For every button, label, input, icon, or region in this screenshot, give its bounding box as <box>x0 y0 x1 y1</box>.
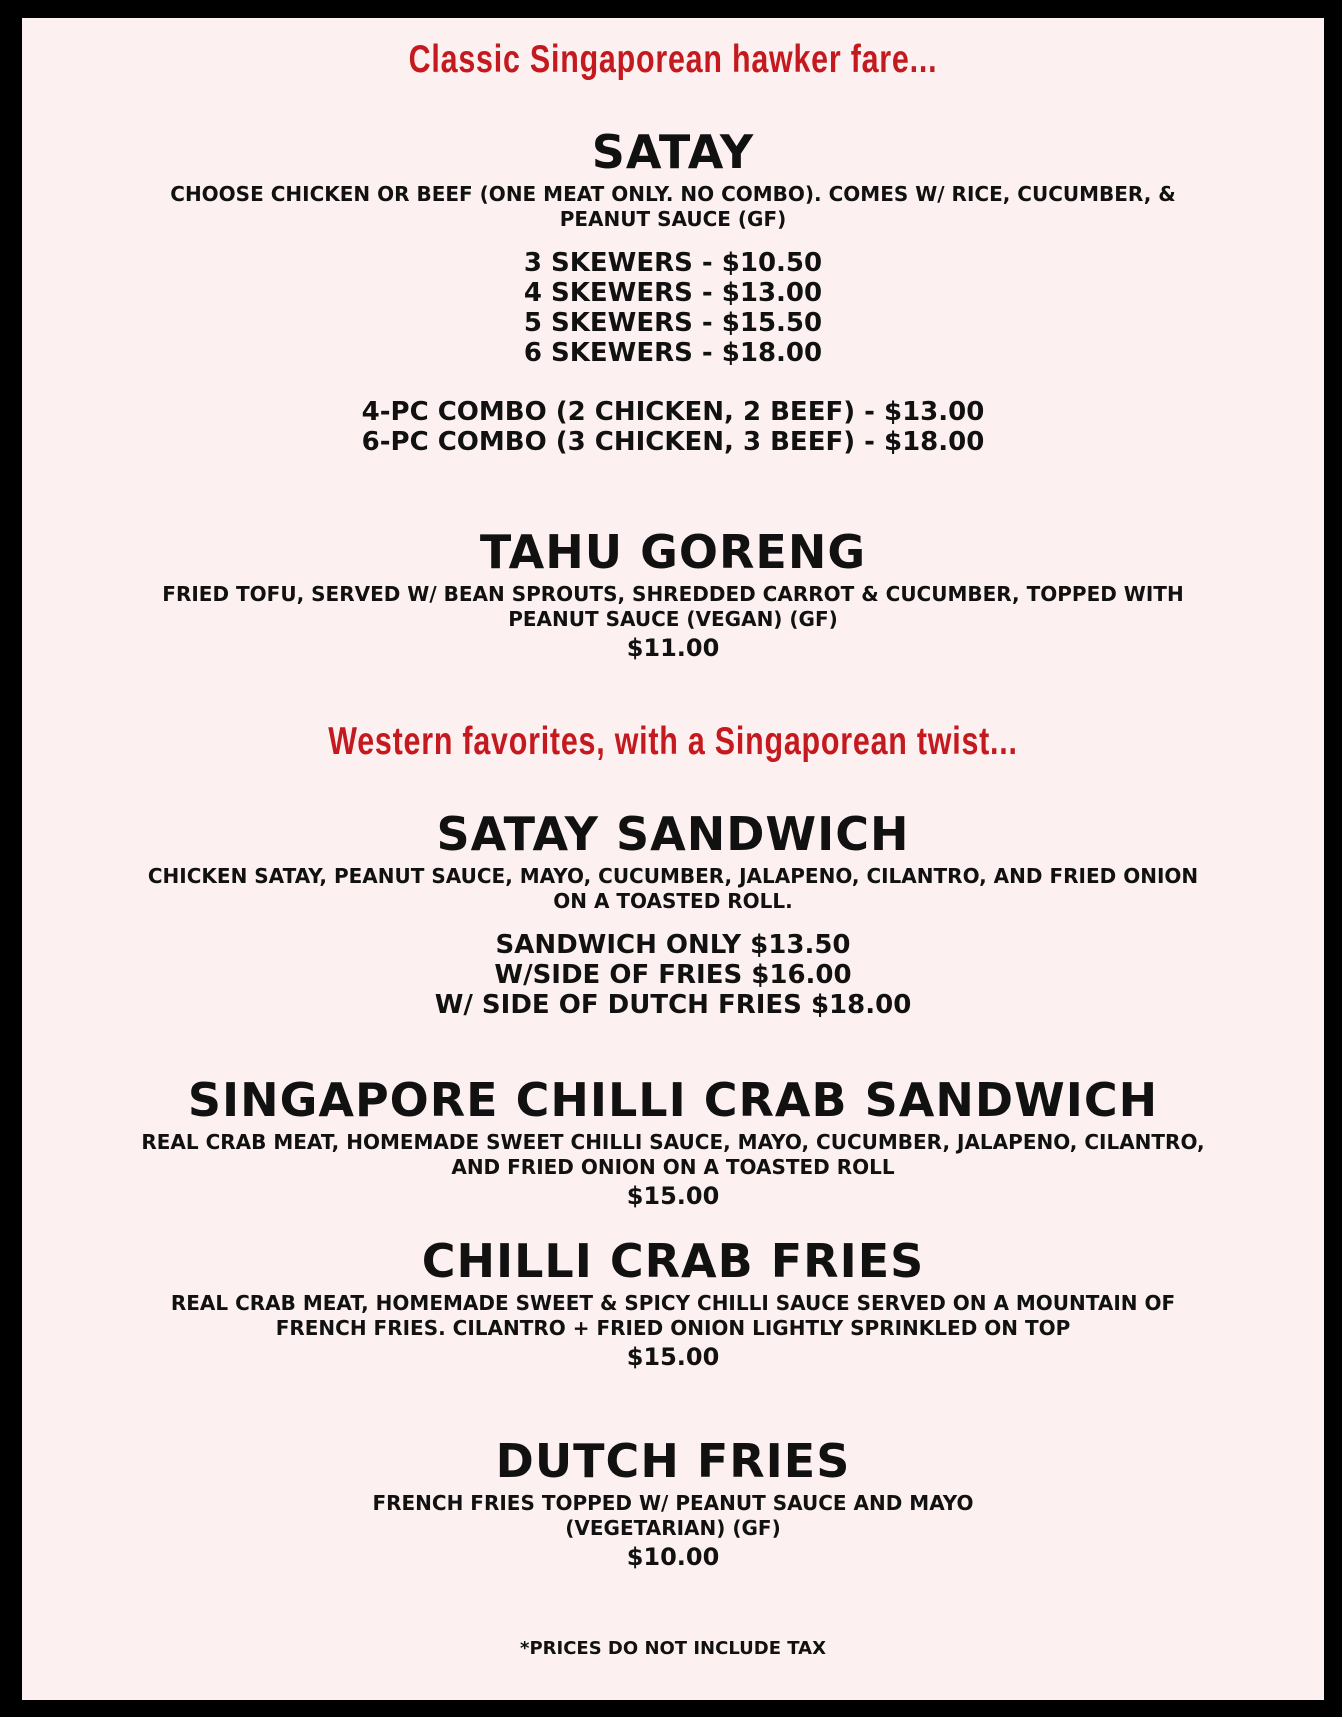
item-desc-chilli-crab-fries <box>22 1291 1324 1341</box>
menu-item-satay <box>22 126 1324 457</box>
price-line: SANDWICH ONLY $13.50 <box>495 930 851 960</box>
price-line: 4-PC COMBO (2 CHICKEN, 2 BEEF) - $13.00 <box>361 397 985 427</box>
desc-line: FRENCH FRIES TOPPED W/ PEANUT SAUCE AND MAYO <box>372 1491 974 1515</box>
item-title-chilli-crab-sandwich: SINGAPORE CHILLI CRAB SANDWICH <box>187 1073 1159 1127</box>
menu-item-chilli-crab-fries <box>22 1235 1324 1371</box>
price-line: W/SIDE OF FRIES $16.00 <box>494 960 852 990</box>
price-line: 3 SKEWERS - $10.50 <box>523 248 823 278</box>
section-header-classic: Classic Singaporean hawker fare... <box>408 38 938 81</box>
item-desc-satay <box>22 182 1324 232</box>
menu-item-chilli-crab-sandwich <box>22 1074 1324 1210</box>
desc-line: PEANUT SAUCE (GF) <box>559 207 787 231</box>
desc-line: CHOOSE CHICKEN OR BEEF (ONE MEAT ONLY. NO COMBO). COMES W/ RICE, CUCUMBER, & <box>170 182 1176 206</box>
item-title-dutch-fries: DUTCH FRIES <box>495 1434 851 1488</box>
desc-line: FRIED TOFU, SERVED W/ BEAN SPROUTS, SHREDDED CARROT & CUCUMBER, TOPPED WITH <box>162 582 1184 606</box>
price-dutch-fries: $10.00 <box>626 1543 720 1571</box>
item-title-tahu-goreng: TAHU GORENG <box>479 525 867 579</box>
price-chilli-crab-fries: $15.00 <box>626 1343 720 1371</box>
tax-note: *PRICES DO NOT INCLUDE TAX <box>520 1638 826 1659</box>
item-desc-satay-sandwich <box>22 864 1324 914</box>
price-tahu-goreng: $11.00 <box>626 634 720 662</box>
item-title-chilli-crab-fries: CHILLI CRAB FRIES <box>421 1234 925 1288</box>
satay-sandwich-prices <box>22 930 1324 1020</box>
satay-skewer-prices <box>22 248 1324 368</box>
desc-line: (VEGETARIAN) (GF) <box>565 1516 781 1540</box>
desc-line: AND FRIED ONION ON A TOASTED ROLL <box>451 1155 895 1179</box>
item-title-satay: SATAY <box>591 125 755 179</box>
desc-line: FRENCH FRIES. CILANTRO + FRIED ONION LIGHTLY SPRINKLED ON TOP <box>275 1316 1071 1340</box>
price-line: W/ SIDE OF DUTCH FRIES $18.00 <box>434 990 912 1020</box>
menu-item-tahu-goreng <box>22 526 1324 662</box>
desc-line: REAL CRAB MEAT, HOMEMADE SWEET & SPICY CHILLI SAUCE SERVED ON A MOUNTAIN OF <box>170 1291 1176 1315</box>
menu-item-dutch-fries <box>22 1435 1324 1571</box>
menu-page <box>22 18 1324 1700</box>
section-header-western: Western favorites, with a Singaporean twist... <box>328 720 1018 763</box>
desc-line: PEANUT SAUCE (VEGAN) (GF) <box>508 607 838 631</box>
item-desc-chilli-crab-sandwich <box>22 1130 1324 1180</box>
satay-combo-prices <box>22 397 1324 457</box>
price-chilli-crab-sandwich: $15.00 <box>626 1182 720 1210</box>
desc-line: CHICKEN SATAY, PEANUT SAUCE, MAYO, CUCUMBER, JALAPENO, CILANTRO, AND FRIED ONION <box>147 864 1199 888</box>
item-desc-tahu-goreng <box>22 582 1324 632</box>
desc-line: REAL CRAB MEAT, HOMEMADE SWEET CHILLI SAUCE, MAYO, CUCUMBER, JALAPENO, CILANTRO, <box>141 1130 1205 1154</box>
price-line: 6 SKEWERS - $18.00 <box>523 338 823 368</box>
price-line: 6-PC COMBO (3 CHICKEN, 3 BEEF) - $18.00 <box>361 427 985 457</box>
price-line: 5 SKEWERS - $15.50 <box>523 308 823 338</box>
desc-line: ON A TOASTED ROLL. <box>553 889 793 913</box>
item-desc-dutch-fries <box>22 1491 1324 1541</box>
menu-item-satay-sandwich <box>22 808 1324 1020</box>
item-title-satay-sandwich: SATAY SANDWICH <box>436 807 910 861</box>
price-line: 4 SKEWERS - $13.00 <box>523 278 823 308</box>
